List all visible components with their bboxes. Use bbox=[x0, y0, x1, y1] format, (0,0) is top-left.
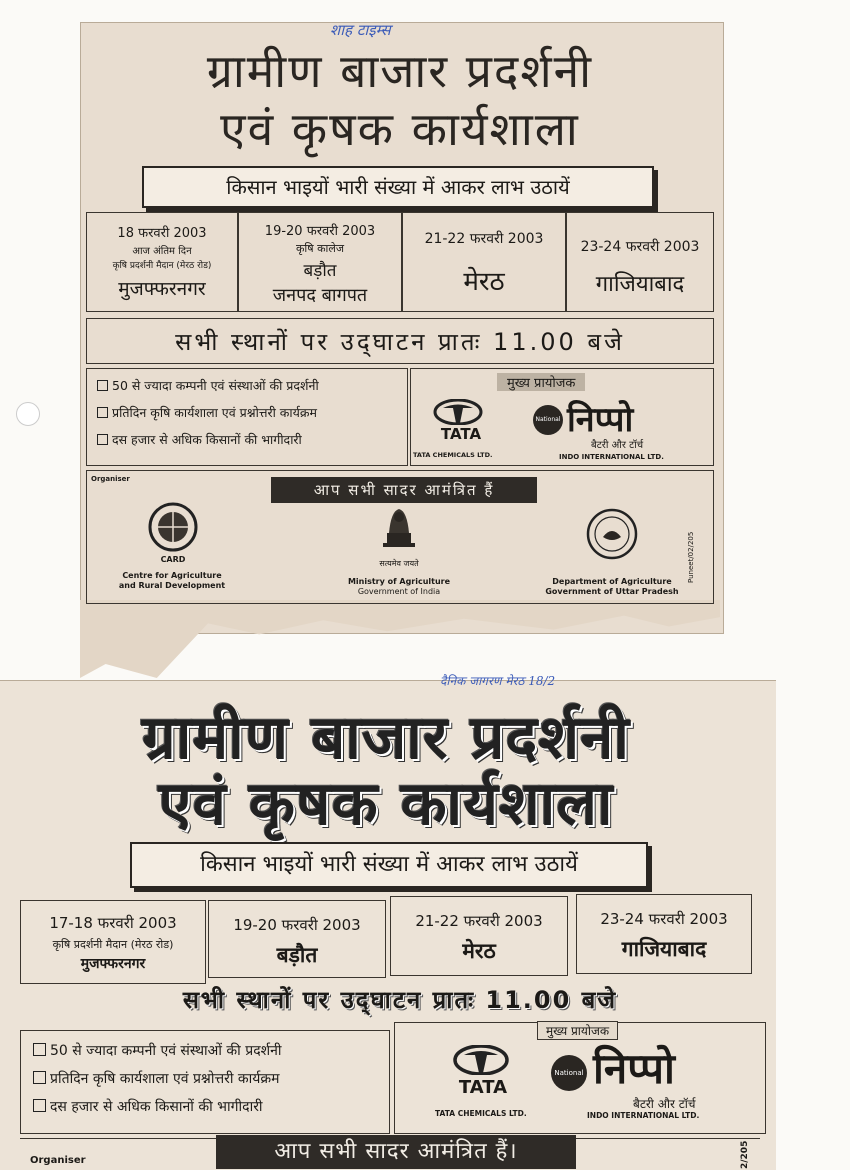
org2-line2: Government of India bbox=[357, 587, 441, 596]
national-logo-icon: National bbox=[551, 1055, 587, 1091]
date-text: 19-20 फरवरी 2003 bbox=[264, 224, 376, 239]
ad-banner: किसान भाइयों भारी संख्या में आकर लाभ उठायें bbox=[130, 842, 648, 888]
date-box bbox=[566, 212, 714, 312]
side-code bbox=[736, 1141, 756, 1169]
checkbox-icon bbox=[33, 1043, 46, 1056]
punch-hole bbox=[16, 402, 40, 426]
organiser-label: Organiser bbox=[30, 1155, 86, 1166]
ad-title-line2: एवं कृषक कार्यशाला bbox=[220, 102, 580, 156]
feature-item bbox=[97, 431, 407, 448]
date-text: 23-24 फरवरी 2003 bbox=[600, 910, 728, 928]
date-box bbox=[390, 896, 568, 976]
org1-line2: and Rural Development bbox=[118, 581, 226, 590]
ad-title-line2: एवं कृषक कार्यशाला bbox=[158, 769, 614, 839]
date-box bbox=[208, 900, 386, 978]
date-place: मेरठ bbox=[462, 939, 496, 963]
org1-line1: Centre for Agriculture bbox=[122, 571, 222, 580]
date-venue: कृषि प्रदर्शनी मैदान (मेरठ रोड) bbox=[112, 261, 212, 271]
org2-hindi: सत्यमेव जयते bbox=[379, 559, 419, 568]
tata-logo-icon bbox=[453, 1045, 509, 1075]
date-box bbox=[238, 212, 402, 312]
feature-text: 50 से ज्यादा कम्पनी एवं संस्थाओं की प्रदर्शनी bbox=[112, 378, 319, 393]
tata-sub: TATA CHEMICALS LTD. bbox=[413, 451, 493, 459]
invite-banner: आप सभी सादर आमंत्रित हैं bbox=[271, 477, 537, 503]
features-box bbox=[86, 368, 408, 466]
date-text: 17-18 फरवरी 2003 bbox=[49, 914, 177, 932]
feature-text: प्रतिदिन कृषि कार्यशाला एवं प्रश्नोत्तरी कार्यक्रम bbox=[112, 405, 317, 420]
sponsor-heading: मुख्य प्रायोजक bbox=[537, 1021, 618, 1040]
checkbox-icon bbox=[97, 434, 108, 445]
inauguration-line: सभी स्थानों पर उद्‍घाटन प्रातः 11.00 बजे bbox=[86, 318, 714, 364]
date-place: बड़ौत bbox=[276, 943, 318, 967]
handwritten-note: दैनिक जागरण मेरठ 18/2 bbox=[440, 674, 556, 688]
nippo-label: निप्पो bbox=[567, 400, 634, 440]
nippo-company: INDO INTERNATIONAL LTD. bbox=[587, 1111, 700, 1120]
handwritten-note: शाह टाइम्स bbox=[330, 21, 391, 39]
inauguration-line: सभी स्थानों पर उद्‍घाटन प्रातः 11.00 बजे bbox=[182, 986, 618, 1014]
side-code bbox=[683, 507, 703, 587]
date-place: गाजियाबाद bbox=[595, 272, 685, 297]
side-code-text: Puneet/02/205 bbox=[687, 531, 695, 583]
national-logo-icon: National bbox=[533, 405, 563, 435]
date-subtext: आज अंतिम दिन bbox=[132, 246, 192, 257]
up-govt-seal-icon bbox=[585, 507, 639, 561]
invite-banner: आप सभी सादर आमंत्रित हैं। bbox=[216, 1135, 576, 1169]
ashoka-emblem-icon bbox=[379, 503, 419, 559]
feature-item bbox=[33, 1069, 389, 1088]
nippo-company: INDO INTERNATIONAL LTD. bbox=[559, 453, 664, 461]
feature-item bbox=[97, 404, 407, 421]
feature-text: प्रतिदिन कृषि कार्यशाला एवं प्रश्नोत्तरी कार्यक्रम bbox=[50, 1071, 280, 1087]
side-code-text: 2/205 bbox=[740, 1140, 750, 1169]
org3-line2: Government of Uttar Pradesh bbox=[545, 587, 679, 596]
date-text: 21-22 फरवरी 2003 bbox=[424, 231, 544, 247]
torn-edge bbox=[80, 600, 720, 678]
feature-text: 50 से ज्यादा कम्पनी एवं संस्थाओं की प्रदर्शनी bbox=[50, 1043, 282, 1059]
card-globe-icon bbox=[147, 501, 199, 553]
date-place: जनपद बागपत bbox=[272, 285, 368, 306]
feature-text: दस हजार से अधिक किसानों की भागीदारी bbox=[50, 1099, 263, 1115]
organiser-box bbox=[86, 470, 714, 604]
tata-label: TATA bbox=[440, 425, 482, 443]
date-box bbox=[20, 900, 206, 984]
nippo-label: निप्पो bbox=[593, 1044, 675, 1093]
feature-item bbox=[97, 377, 407, 394]
checkbox-icon bbox=[97, 407, 108, 418]
org1-short: CARD bbox=[160, 555, 186, 564]
date-text: 21-22 फरवरी 2003 bbox=[415, 912, 543, 930]
ad-banner: किसान भाइयों भारी संख्या में आकर लाभ उठायें bbox=[142, 166, 654, 208]
feature-item bbox=[33, 1097, 389, 1116]
org2-line1: Ministry of Agriculture bbox=[347, 577, 451, 586]
tata-logo-icon bbox=[433, 399, 483, 425]
date-venue: कृषि प्रदर्शनी मैदान (मेरठ रोड) bbox=[52, 938, 174, 951]
date-box bbox=[402, 212, 566, 312]
checkbox-icon bbox=[97, 380, 108, 391]
features-box bbox=[20, 1030, 390, 1134]
ad-title-line1: ग्रामीण बाजार प्रदर्शनी bbox=[142, 703, 630, 773]
tata-label: TATA bbox=[458, 1077, 508, 1098]
date-subtext: कृषि कालेज bbox=[295, 242, 345, 255]
date-place: गाजियाबाद bbox=[621, 937, 707, 961]
sponsors-box bbox=[410, 368, 714, 466]
nippo-sub: बैटरी और टॉर्च bbox=[633, 1097, 696, 1111]
ad-title-line1: ग्रामीण बाजार प्रदर्शनी bbox=[206, 44, 594, 98]
feature-text: दस हजार से अधिक किसानों की भागीदारी bbox=[112, 432, 302, 447]
checkbox-icon bbox=[33, 1099, 46, 1112]
date-text: 23-24 फरवरी 2003 bbox=[580, 239, 700, 255]
date-venue: बड़ौत bbox=[303, 261, 337, 281]
organiser-box bbox=[20, 1138, 760, 1170]
date-text: 19-20 फरवरी 2003 bbox=[233, 916, 361, 934]
date-place: मुजफ्फरनगर bbox=[80, 956, 146, 972]
nippo-sub: बैटरी और टॉर्च bbox=[591, 440, 644, 451]
date-place: मुजफ्फरनगर bbox=[118, 278, 206, 300]
tata-sub: TATA CHEMICALS LTD. bbox=[435, 1109, 527, 1118]
date-box bbox=[86, 212, 238, 312]
checkbox-icon bbox=[33, 1071, 46, 1084]
date-text: 18 फरवरी 2003 bbox=[117, 226, 207, 241]
organiser-label: Organiser bbox=[91, 475, 130, 483]
org3-line1: Department of Agriculture bbox=[552, 577, 672, 586]
date-box bbox=[576, 894, 752, 974]
sponsors-box bbox=[394, 1022, 766, 1134]
sponsor-heading: मुख्य प्रायोजक bbox=[497, 373, 585, 391]
feature-item bbox=[33, 1041, 389, 1060]
date-place: मेरठ bbox=[463, 267, 505, 297]
